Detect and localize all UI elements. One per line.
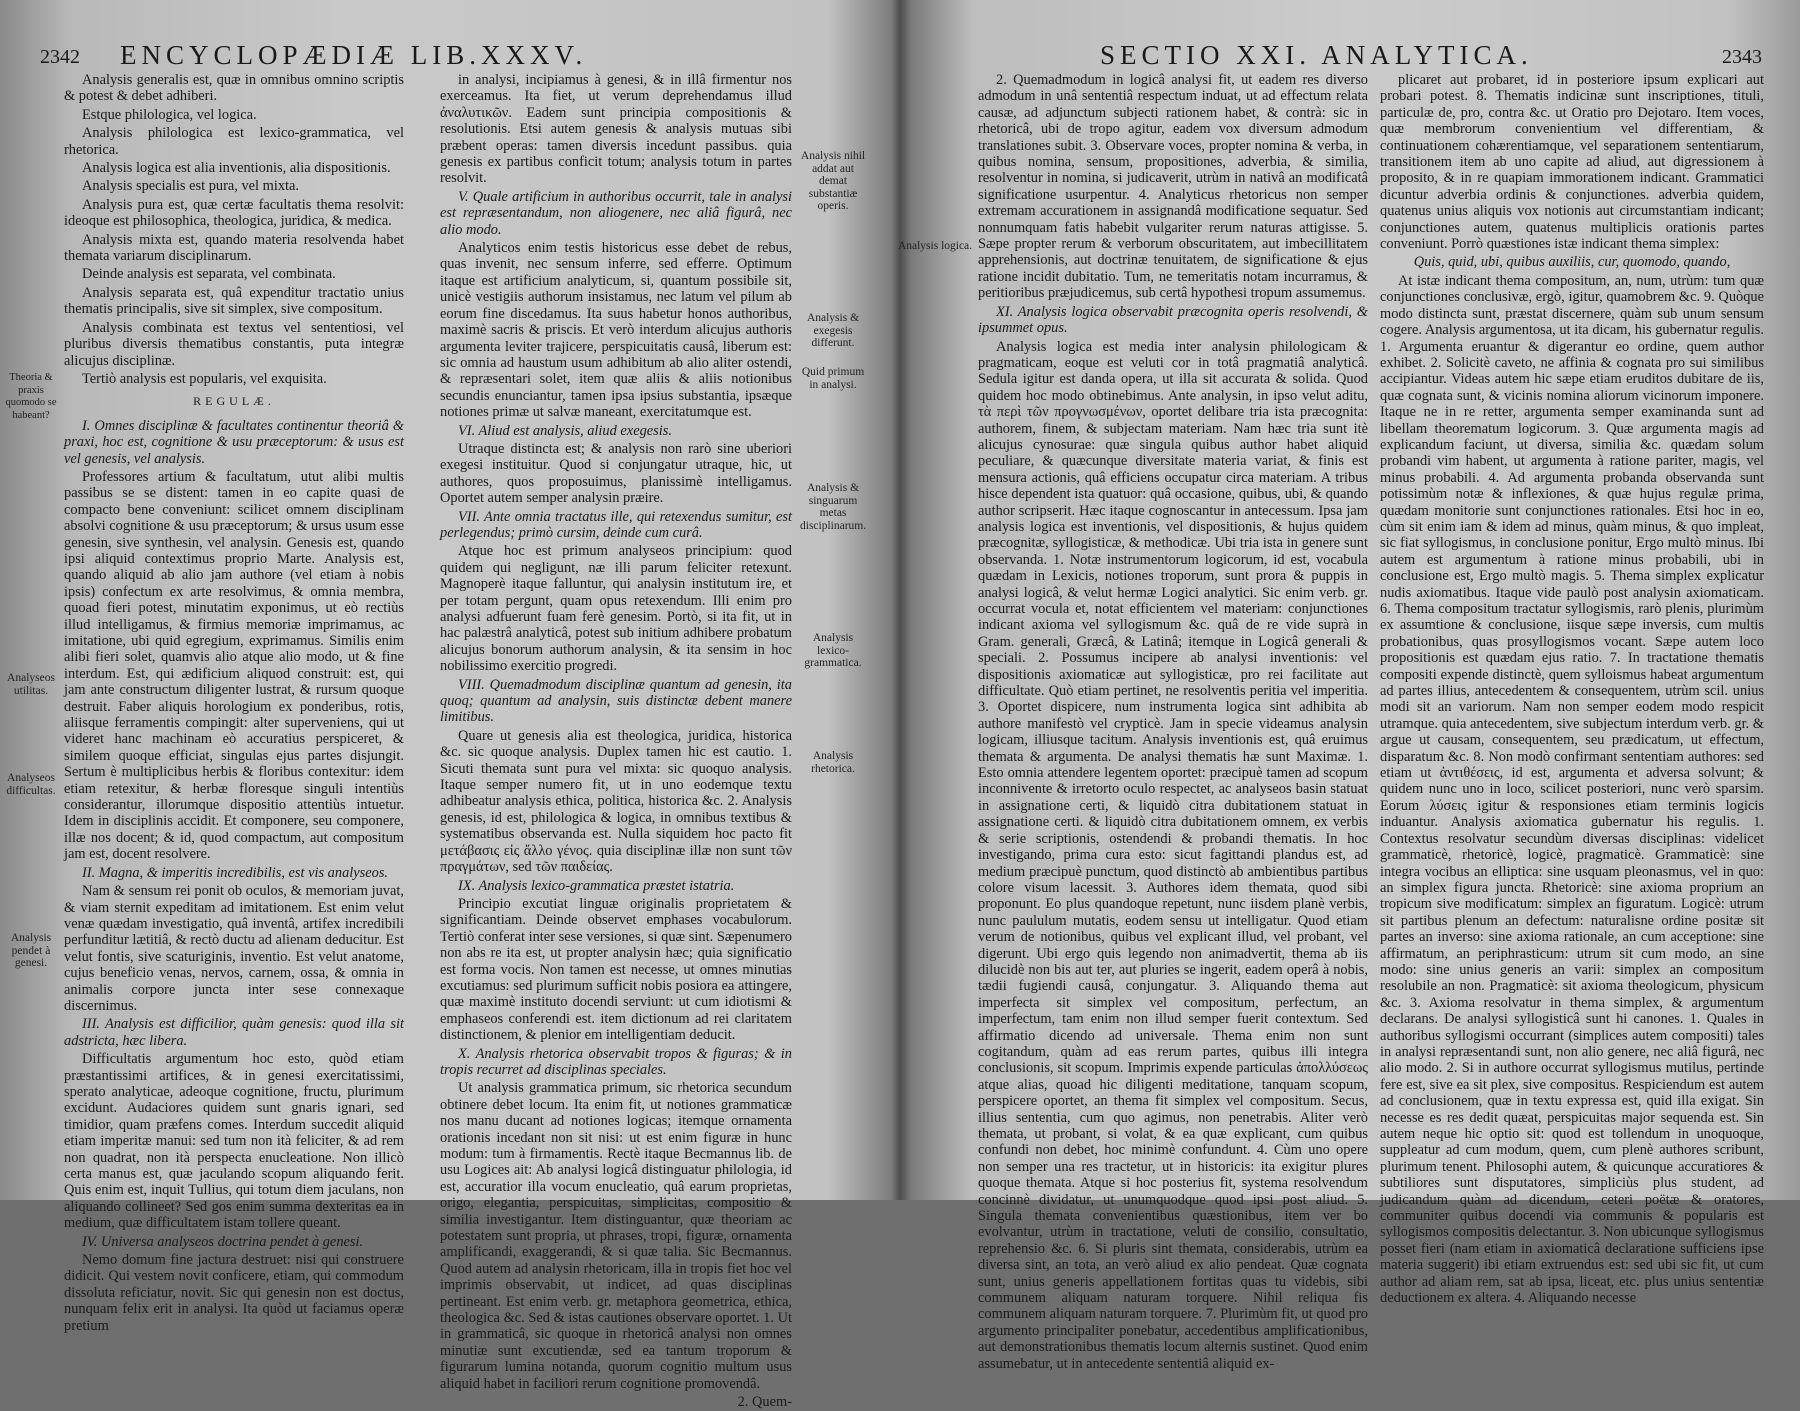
paragraph: Principio excutiat linguæ originalis proprietatem & significantiam. Deinde observet emphases vocabulorum. Tertiò conferat inter sese versiones, si quæ sint. Sæpenumero non abs re ita est, ut propter analysin hæc; quia significatio est forma vocis. Non tamen est necesse, ut omnes minutias excutiamus: sed plurimum sufficit nobis posiora ea attingere, quæ maximè instituto docendi serviunt: ut cum idiotismi & emphaseos conferendi est. item dictionum ad rei claritatem distinctionem, & plenior em intelligentiam deducit.: [440, 895, 792, 1044]
rule-heading: XI. Analysis logica observabit præcognita operis resolvendi, & ipsummet opus.: [978, 303, 1368, 337]
paragraph: At istæ indicant thema compositum, an, num, utrùm: tum quæ conjunctiones conclusivæ, ergò, igitur, quamobrem &c. 9. Quòque modo distincta sunt, præstat discernere, quàm sub unum sensum cogere. Analysis argumentosa, ut ita dicam, his gubernatur regulis. 1. Argumenta eruantur & digerantur eo ordine, quem author exhibet. 2. Solicitè caveto, ne affinia & cognata pro sui similibus accipiantur. Videas autem hic sæpe etiam eruditos dubitare de iis, quæ cognata sunt, & vicinis nomina aliorum vicinorum imponere. Itaque ne in re retter, argumenta semper examinanda sunt ad libellam theorematum logicorum. 3. Quæ argumenta magis ad explicandum faciunt, ut diversa, similia &c. quædam solum probandi vim habent, ut argumenta à ratione pariter, magis, vel minus probabili. 4. Ad argumenta probanda observanda sunt potissimùm notæ & inflexiones, & quæ hujus regulæ prima, quædam monitorie sunt conjunctiones rationales. Etsi hoc in eo, cùm sit enim iam & idem ad minus, quàm minus, & quo impleat, sic fiat syllogismus, in conclusione ponitur, Ergo multò minus. Ibi autem est argumentum à ratione minus probabili, ubi in conclusione est, Ergo multò magis. 5. Thema simplex explicatur nudis axiomatibus. Itaque vide paulò post analysin axiomaticam. 6. Thema compositum tractatur syllogismis, rarò plenis, plurimùm ex assumtione & conclusione, iisque sæpe inversis, cum multis probationibus, quas prosyllogismos vocant. Sæpe autem loco propositionis est quædam ejus ratio. 7. In tractatione thematis compositi expende distinctè, quem sylloismus habeat argumentum ad partes illius, antecedentem & consequentem, utrùm scil. unius modi sit an variorum. Nam non semper eodem modo respicit utramque. quia antecedentem, sive subjectum interdum verb. gr. & argue ut causam, consequentem, seu prædicatum, ut effectum, disparatum &c. 8. Non modò confirmant sententiam authores: sed etiam ut ἀντιθέσεις, id est, argumenta et adversa solvunt; & quidem nunc uno in loco, scilicet posteriori, nunc verò sparsim. Eorum λύσεις igitur & responsiones etiam terminis logicis induantur. Analysis axiomatica gubernatur his regulis. 1. Contextus resolvatur secundùm diversas disciplinas: videlicet grammaticè, rhetoricè, logicè, pragmaticè. Grammaticè: sine integra vocibus an elliptica: sine usquam pleonasmus, vel in quo: an simplex figura juncta. Rhetoricè: sine axioma proprium an tropicum sive modificatum: simplex an figuratum. Logicè: utrum sit partibus plenum an defectum: naturalisne ordine positæ sit partes an inverso: sine axioma rationale, an cum acceptione: sine affirmatum, an periphrasticum: utrum sit cum modo, an sine modo: sine unius generis an varii: simplex an compositum resolubile an non. Pragmaticè: sit axioma theologicum, physicum &c. 3. Axioma resolvatur in thema simplex, & argumentum declarans. De analysi syllogisticâ sunt hi canones. 1. Quales in authoribus syllogismi occurrant (simplices autem compositi) tales in analysi repræsentandi sunt, non alio genere, nec aliâ figurâ, nec alio modo. 2. Si in authore occurrat syllogismus mutilus, pertinde fere est, sive ea sit plex, sive compositus. Respiciendum est autem ad conclusionem, quæ in textu expressa est, quid illa exigat. Sin necesse es res dedit quæat, perspicuitas major sequenda est. Sin autem neque hic optio sit: quod est tollendum in unoquoque, suppleatur ad cum modum, quem, cum plenè authores scribunt, plurimum tenent. Philosophi autem, & quicunque accuratiores & subtiliores sunt disputatores, simpliciùs plus student, ad judicandum quàm ad dicendum, ceteri poëtæ & oratores, communiter quibus docendi via communis & popularis est syllogismos compositis delectantur. 3. Non ubicunque syllogismus posset fieri (nam etiam in axiomaticâ declaratione sufficiens ipse materia suggerit) ibi etiam extruendus est: sed ubi sic fit, ut cum author ad aliam rem, sat ab ipsa, liceat, etc. plus unius sententiæ deductionem ex altera. 4. Aliquando necesse: [1380, 272, 1764, 1307]
paragraph: Analysis pura est, quæ certæ facultatis thema resolvit: ideoque est philosophica, theologica, juridica, & medica.: [64, 196, 404, 230]
paragraph: Utraque distincta est; & analysis non rarò sine uberiori exegesi instituitur. Quod si conjungatur utraque, hic, ut authores, quos proposuimus, planissimè intelligamus. Oportet autem semper analysin præire.: [440, 440, 792, 507]
margin-note: Theoria & praxis quomodo se habeant?: [5, 372, 57, 421]
rule-heading: VII. Ante omnia tractatus ille, qui retexendus sumitur, est perlegendus; primò cursim, deinde cum curâ.: [440, 508, 792, 541]
paragraph: Ut analysis grammatica primum, sic rhetorica secundum obtinere debet locum. Ita enim fit, ut notiones grammaticæ nos manu ducant ad notiones logicas; itemque ornamenta orationis incedant non sit nisi: ut est enim figuræ in hunc modum: tum à firmamentis. Rectè itaque Becmannus lib. de usu Logices ait: Ab analysi logicâ distinguatur philologia, id est, accuratior illa vocum enucleatio, quâ earum proprietas, origo, elegantia, perspicuitas, simplicitas, compositio & similia investigantur. Item distinguantur, quæ theoriam ac potestatem sunt propria, ut phrases, tropi, figuræ, ornamenta amplificandi, exaggerandi, & si quæ talia. Sic Becmannus. Quod autem ad analysin rhetoricam, illa in tropis fiet hoc vel imprimis observabit, ut indicet, ad quas disciplinas pertineant. Est enim verb. gr. metaphora geometrica, ethica, theologica &c. Sed & istas cautiones observare oportet. 1. Ut in grammaticâ, sic quoque in rhetoricâ analysi non omnes minutiæ sunt excutiendæ, sed ea tantum troporum & figurarum lumina notanda, quorum cognitio multum usus aliquid habet in faciliori rerum cognitione promovendâ.: [440, 1080, 792, 1392]
paragraph: Quare ut genesis alia est theologica, juridica, historica &c. sic quoque analysis. Duplex tamen hic est cautio. 1. Sicuti themata sunt pura vel mixta: sic quoquo analysis. Itaque semper numero fit, ut in uno eodemque textu adhibeatur analysis ethica, politica, historica &c. 2. Analysis genesis, id est, philologica & logica, in omnibus textibus & systematibus observanda est. Nulla siquidem hoc pacto fit μετάβασις εἰς ἄλλο γένος. quia disciplinæ illæ non sunt τῶν πραγμάτων, sed τῶν παιδείας.: [440, 727, 792, 876]
margin-note: Quid primum in analysi.: [801, 366, 865, 391]
paragraph: Professores artium & facultatum, utut alibi multis passibus se se distent: tamen in eo capite quasi de compacto bene conveniunt: scilicet omnem disciplinam absolvi cognitione & usu præceptorum; & ursus usum esse genesin, sive synthesin, vel analysin. Genesis est, quando ipsi aliquid contextimus proprio Marte. Analysis est, quando aliquid ab alio jam authore (vel etiam à nobis ipsis) confectum ex arte resolvimus, & omnia membra, quoad fieri potest, minutatim exponimus, ut eò rectiùs illud intelligamus, & firmius memoriæ imprimamus, ac imitatione, ubi quid egregium, exprimamus. Similis enim alibi fieri solet, quamvis alio atque alio modo, ut & fine interdum. Est, qui ædificium aliquod construit: est, qui jam ante constructum diligenter lustrat, & rursum quoque destruit. Faber aliquis horologium ex ponderibus, rotis, aliisque ferramentis compingit: alter superveniens, qui ut videret hanc machinam eò accuratius perspiceret, & similem quoque efficiat, singulas ejus partes disjungit. Sertum è multiplicibus herbis & floribus contexitur: idem etiam retexitur, & herbæ floresque singuli intentiùs considerantur, illorumque dispositio attentiùs intuetur. Idem in disciplinis accidit. Et componere, seu componere, illæ nos docent; & id, quod compactum, aut compositum jam est, docent resolvere.: [64, 468, 404, 863]
paragraph: Analysis philologica est lexico-grammatica, vel rhetorica.: [64, 125, 404, 158]
page-number: 2343: [1722, 46, 1762, 68]
intro-paragraphs: [64, 72, 404, 387]
margin-note: Analyseos difficultas.: [6, 772, 56, 797]
paragraph: 2. Quemadmodum in logicâ analysi fit, ut eadem res diverso admodum in unâ sententiâ respectum induat, ut ad effectum relata causæ, ad adjunctum subjecti rationem habet, & contrà: sic in rhetoricâ, ubi de tropo agitur, eadem vox diversum admodum translationes subit. 3. Observare voces, propter nomina & verba, in quibus nomina, sensum, propositiones, adverbia, & similia, resolventur in nomina, si judicaverit, utrùm in nativâ an modificatâ significatione usurpentur. 4. Analyticus rhetoricus non semper extremam accurationem in assignandâ modificatione sequatur. Sed nonnumquam fatis habebit vulgariter rerum naturas attigisse. 5. Sæpe propter rerum & verborum obscuritatem, aut imbecillitatem apprehensionis, aut doctrinæ tenuitatem, de significatione & ejus ratione incidit dubitatio. Tum, ne temeritatis notam incurramus, & peritioribus præjudicemus, sub certâ hypothesi tropum assumemus.: [978, 72, 1368, 302]
rule-heading: I. Omnes disciplinæ & facultates continentur theoriâ & praxi, hoc est, cognitione & usu præceptorum: & usus est vel genesis, vel analysis.: [64, 417, 404, 467]
right-page: [890, 0, 1800, 1372]
page-number: 2342: [40, 46, 80, 68]
paragraph: Analysis logica est media inter analysin philologicam & pragmaticam, eoque est veluti cor in totâ pragmatiâ analyticâ. Sedula igitur est danda opera, ut illa sit accurata & solida. Quod quidem hoc modo obtinebimus. Ante analysin, in ipso velut aditu, τὰ περὶ τῶν προγνωσμένων, oportet delibare tria ista præcognita: authorem, finem, & subjectam materiam. Nam hæc tria sunt itè alicujus cynosurae: quæ singula quibus author habet aliquid peculiare, & quæcunque diversitate materia variat, & finis est mensura actionis, quâ efficiens occupatur circa materiam. A tribus hisce dependent ista quatuor: quâ occasione, quibus, ubi, & quando author scripserit. Hæc itaque cognoscantur in antecessum. Ipsa jam analysis logica est inventionis, vel dispositionis, & hujus quidem præcognitæ, syllogisticæ, & methodicæ. Ubi tria ista in genere sunt observanda. 1. Notæ instrumentorum logicorum, id est, vocabula quædam in Lexicis, notiones troporum, sunt prora & puppis in analysi logicâ, & velut hermæ Logici analytici. Sic enim verb. gr. occurrat vocula et, notat efficientem vel materiam: conjunctiones indicant axioma vel syllogismum &c. quâ de re vide suprà in Gram. generali, Græcâ, & Latinâ; itemque in Logicâ generali & speciali. 2. Possumus incipere ab analysi inventionis: vel dispositionis axiomaticæ aut syllogisticæ, pro rei facilitate aut difficultate. Quò etiam pertinet, ne resolventis peritia vel imperitia. 3. Oportet dispicere, num instrumenta logica sint adhibita ab authore manifestò vel crypticè. Jam in specie videamus analysin logicam, illiusque tacitum. Analysis inventionis est, quâ eruimus themata & argumenta. De analysi thematis hæ sunt Maximæ. 1. Esto omnia attendere legentem oportet: præcipuè tamen ad scopum inconnivente & irretorto oculo respectet, ac analyseos basin statuat in assignatione certi, & liquidò citra dubitationem statuat in assignatione certi. & liquidò citra dubitationem omnem, ex verbis & serie scriptionis, ostendendi & probandi thematis. In hoc investigando, prima cura esto: sicut fagittandi plandus est, ad medium præcipuè punctum, quod distinctò ab ambientibus partibus colore visum lacessit. 3. Authores idem themata, quod sibi proponunt. Eo plus quandoque repetunt, nunc iisdem planè verbis, nunc paululum mutatis, eodem sensu ut intelligatur. Quod etiam verum de notionibus, quibus vel explicant illud, vel probant, vel digerunt. Ubi ergo quis legendo non animadvertit, thema ab iis dilucidè non bis aut ter, aut pluries se ingerit, eadem operâ à nobis, tædii fugiendi causâ, conjungatur. 3. Aliquando thema aut imperfecta sit simplex vel compositum, perfectum, an imperfectum, tam enim non illud semper fuerit contextum. Sed affirmatio dicendo ad universale. Thema enim non sunt cogitandum, quàm ad eas rerum partes, quibus illi integra conclusionis, sit scopum. Imprimis expende particulas ἀπολλύσεως atque alias, quoad hic diligenti meditatione, tanquam scopum, perspicere oportet, an thema fit simplex vel compositum. Secus, illius sententia, cum quo agimus, non penetrabis. Aliter verò themata, ut probant, si volat, & ea quæ explicant, cum quibus confundi non debet, hoc minimè confundunt. 4. Cùm uno opere non semper una res tractetur, ut in historicis: ita exigitur plures quoque themata. Atque si hoc posterius fit, systema resolvendum concinnè dividatur, ut unumquodque quod ipsi post aliud. 5. Singula themata convenientibus quæstionibus, item ver bo evolvantur, utrùm in tractatione, veluti de consilio, consultatio, reprehensio &c. 6. Si pluris sint themata, considerabis, utrùm ea diversa sint, an tota, an verò aliud ex alio pendeat. Quæ cognata sunt, unius generis appellationem fortitas quas tu videbis, sibi communem aliquam naturam torquere. Nihil reliqua fis communem aliquam naturam torquere. 7. Plurimùm fit, ut quod pro argumento principaliter ponebatur, accedentibus amplificationibus, aut demonstrationibus thematis locum alternis sustinet. Quod enim assumebatur, ut in antecedente sententiâ aliquid ex-: [978, 338, 1368, 1372]
regulae-heading: REGULÆ.: [193, 394, 275, 409]
paragraph: Analysis generalis est, quæ in omnibus omnino scriptis & potest & debet adhiberi.: [64, 72, 404, 105]
paragraph: Deinde analysis est separata, vel combinata.: [82, 266, 336, 283]
rule-heading: IV. Universa analyseos doctrina pendet à genesi.: [82, 1233, 364, 1250]
margin-note: Analysis & exegesis differunt.: [806, 312, 860, 349]
paragraph: Analysis logica est alia inventionis, alia dispositionis.: [82, 160, 391, 177]
margin-note: Analyseos utilitas.: [7, 672, 55, 697]
margin-note: Analysis nihil addat aut demat substantiæ operis.: [800, 150, 866, 212]
paragraph: Analysis separata est, quâ expenditur tractatio unius thematis principalis, sive sit simplex, sive compositum.: [64, 284, 404, 318]
paragraph: Nam & sensum rei ponit ob oculos, & memoriam juvat, & viam sternit expeditam ad imitationem. Est enim velut venæ quædam investigatio, quâ inventâ, artifex incredibili perfunditur lætitiâ, & rectò ductu ad alienam deducitur. Est velut fontis, sive scaturiginis, inventio. Est velut anatome, cujus beneficio venas, nervos, carnem, ossa, & omnia in animalis corpore juncta inter sese connexaque discernimus.: [64, 883, 404, 1014]
catchword: 2. Quem-: [737, 1394, 792, 1411]
quotation-line: Quis, quid, ubi, quibus auxiliis, cur, quomodo, quando,: [1413, 254, 1731, 271]
margin-note: Analysis rhetorica.: [811, 750, 855, 775]
paragraph: Analysis combinata est textus vel sententiosi, vel pluribus diversis thematibus constantis, puta integræ alicujus disciplinæ.: [64, 319, 404, 369]
right-column-1: [978, 72, 1368, 1372]
rule-heading: IX. Analysis lexico-grammatica præstet istatria.: [458, 877, 735, 894]
paragraph: Nemo domum fine jactura destruet: nisi qui construere didicit. Qui vestem novit conficere, etiam, qui commodum dissoluta reficiatur, novit. Sic qui genesin non est doctus, nunquam felix erit in analysi. Ita quòd ut faciamus operæ pretium: [64, 1252, 404, 1334]
right-column-2: [1380, 72, 1764, 1307]
rule-heading: III. Analysis est difficilior, quàm genesis: quod illa sit adstricta, hæc libera.: [64, 1016, 404, 1049]
rule-heading: VIII. Quemadmodum disciplinæ quantum ad genesin, ita quoq; quantum ad analysin, suis distinctæ debent manere limitibus.: [440, 676, 792, 726]
paragraph: Tertiò analysis est popularis, vel exquisita.: [82, 370, 327, 387]
margin-note: Analysis lexico-grammatica.: [804, 632, 862, 669]
paragraph: Atque hoc est primum analyseos principium: quod quidem qui negligunt, næ illi parum feliciter retexunt. Magnoperè itaque falluntur, qui analysin institutum ire, et per totam pergunt, quam opus retexendum. Illi enim pro analysi adfuerunt fuam ferè genesim. Portò, si ita fit, ut in hac palæstrâ analyticâ, potest sub initium adhibere probatum alicujus bonorum authorum analysin, & ita sensim in hoc nobilissimo exercitio progredi.: [440, 543, 792, 675]
margin-note: Analysis logica.: [897, 240, 973, 252]
paragraph: Difficultatis argumentum hoc esto, quòd etiam præstantissimi artifices, & in genesi exercitatissimi, sperato analyticae, adeoque cognitione, fructu, plurimum excidunt. Audaciores quidem sunt gnaris ignari, sed timidior, quam præfens comes. Interdum succedit aliquid etiam imperitæ manui: sed tum non ità feliciter, & ad rem non quadrat, non ità perspecta enucleatione. Non illicò certa manus est, quæ jaculando scopum aliquando ferit. Quis enim est, inquit Tullius, qui totum diem jaculans, non aliquando collineet? Sed gos enim summa dexteritas ea in medium, quæ difficultatem istam tollere queant.: [64, 1051, 404, 1232]
left-page: [0, 0, 890, 1411]
margin-note: Analysis pendet à genesi.: [10, 932, 52, 969]
rule-heading: II. Magna, & imperitis incredibilis, est vis analyseos.: [82, 864, 389, 881]
rule-heading: X. Analysis rhetorica observabit tropos & figuras; & in tropis recurret ad disciplinas speciales.: [440, 1045, 792, 1078]
paragraph: Analysis specialis est pura, vel mixta.: [82, 178, 300, 195]
paragraph: Analyticos enim testis historicus esse debet de rebus, quas invenit, nec sensum inferre, sed efferre. Optimum itaque est artificium analyticum, si, quantum possibile sit, unicè vestigiis authorum insistamus, nec latum vel pilum ab eorum fine discedamus. Ita suus habetur honos authoribus, maximè sacris & priscis. Et verò interdum alicujus authoris argumenta leviter trajicere, perspicuitatis causâ, liberum est: sic omnia ad haustum usum adhibitum ab alio aliter ostendi, & repræsentari solet, item quæ aliis & aliis notionibus secundis enunciantur, tamen ipsa ipsius substantia, ipsæque notiones primæ ut salvæ maneant, exercitatumque est.: [440, 240, 792, 421]
margin-note: Analysis & singuarum metas disciplinarum.: [800, 482, 867, 532]
left-column-1: [64, 72, 404, 1334]
paragraph: in analysi, incipiamus à genesi, & in illâ firmentur nos exerceamus. Ita fiet, ut verum deprehendamus illud ἀναλυτικῶν. Eadem sunt principia compositionis & resolutionis. Etsi autem genesis & analysis mutuas sibi præbent operas: tamen diversis incedunt passibus. quia genesis ex partibus conficit totum; analysis totum in partes resolvit.: [440, 72, 792, 187]
running-head: ENCYCLOPÆDIÆ LIB.XXXV.: [120, 40, 588, 70]
running-head: SECTIO XXI. ANALYTICA.: [1100, 40, 1533, 70]
rule-heading: V. Quale artificium in authoribus occurrit, tale in analysi est repræsentandum, non aliogenere, nec aliâ figurâ, nec alio modo.: [440, 188, 792, 238]
paragraph: Estque philologica, vel logica.: [82, 106, 257, 123]
rule-heading: VI. Aliud est analysis, aliud exegesis.: [458, 422, 672, 439]
left-column-2: [440, 72, 792, 1411]
paragraph: plicaret aut probaret, id in posteriore ipsum explicari aut probari potest. 8. Thematis indicinæ sunt inscriptiones, tituli, particulæ de, pro, contra &c. ut Oratio pro Dejotaro. Item voces, quæ membrorum convenientium vel differentiam, & continuationem cohærentiamque, vel separationem sententiarum, transitionem item ab uno capite ad aliud, aut digressionem à proposito, & in re quapiam immorationem indicant. Grammatici dicuntur adverbia ordinis & conjunctiones. adverbia quidem, quatenus unius aliquis vox notionis aut circumstantiam indicant; conjunctiones autem, quatenus multiplicis orationis partes conveniunt. Porrò quæstiones istæ indicant thema simplex:: [1380, 72, 1764, 253]
paragraph: Analysis mixta est, quando materia resolvenda habet themata variarum disciplinarum.: [64, 231, 404, 265]
